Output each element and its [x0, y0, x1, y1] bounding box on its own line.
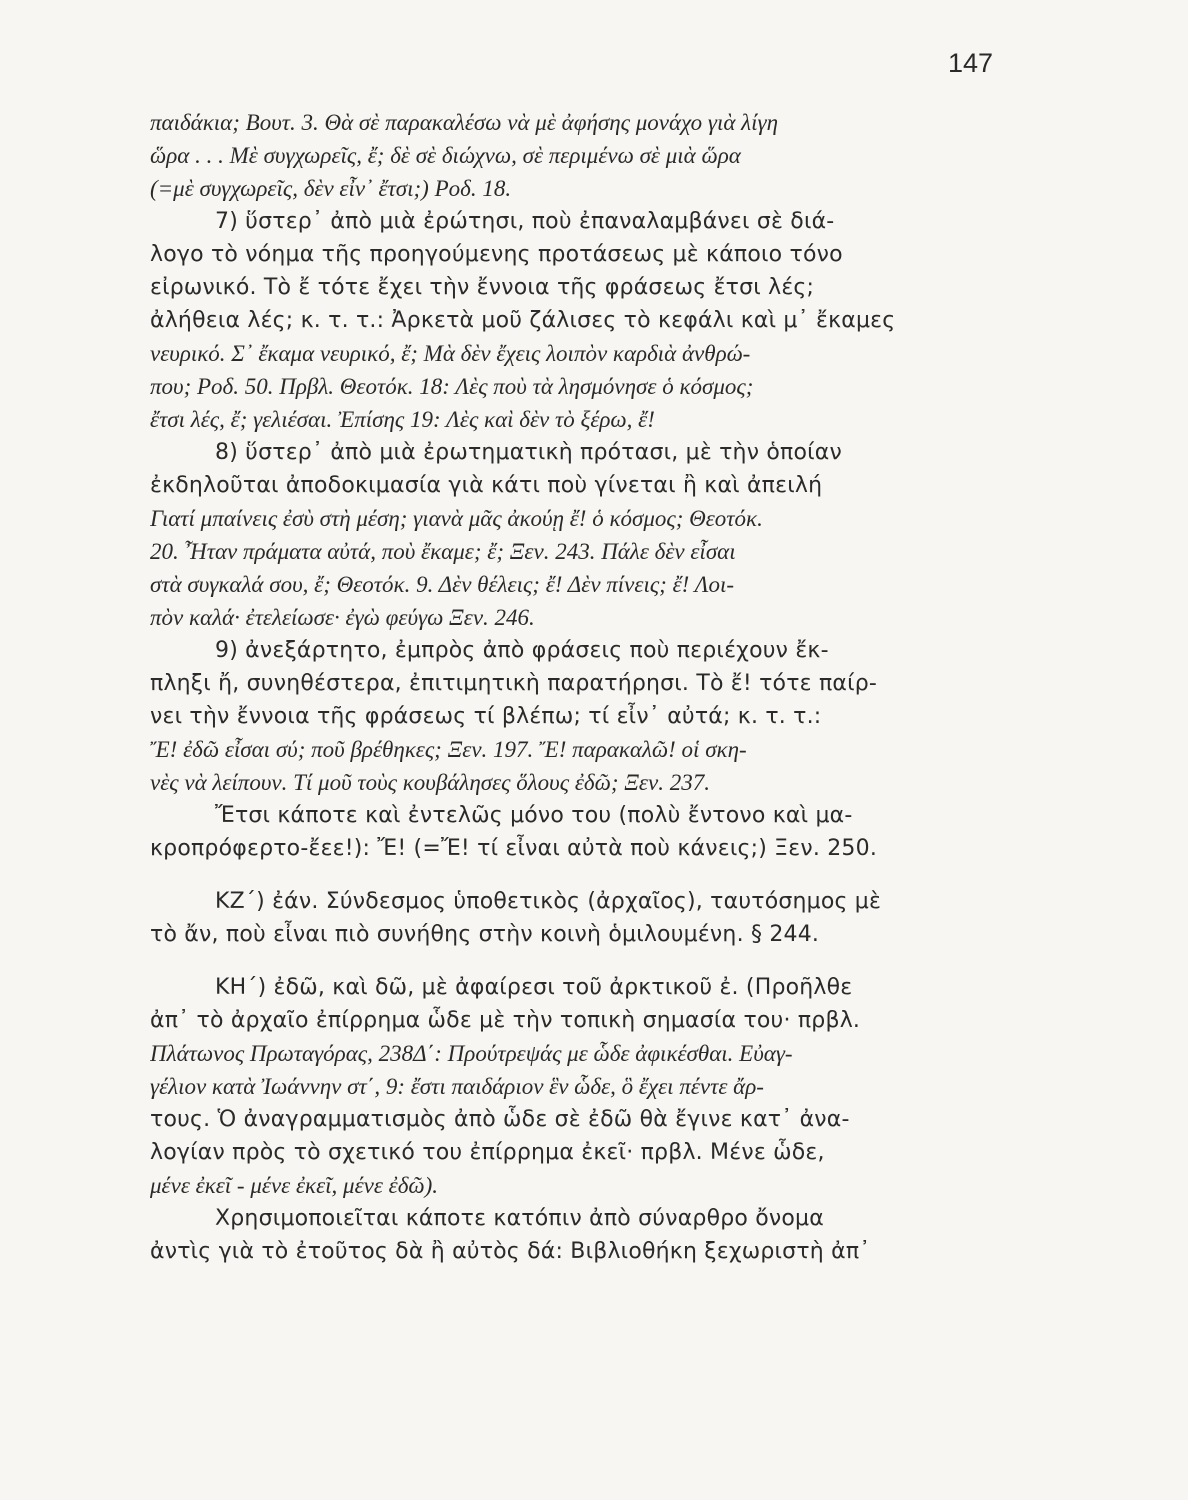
- text-line: ΚΗ΄) ἐδῶ, καὶ δῶ, μὲ ἀφαίρεσι τοῦ ἀρκτικοῦ ἐ. (Προῆλθε: [215, 975, 853, 1000]
- text-line: Ἔτσι κάποτε καὶ ἐντελῶς μόνο του (πολὺ ἔντονο καὶ μα-: [215, 803, 853, 828]
- text-line: ἀντὶς γιὰ τὸ ἐτοῦτος δὰ ἢ αὐτὸς δά: Βιβλιοθήκη ξεχωριστὴ ἀπ᾿: [150, 1239, 871, 1264]
- text-line: Πλάτωνος Πρωταγόρας, 238Δ΄: Προύτρεψάς με ὧδε ἀφικέσθαι. Εὐαγ-: [150, 1041, 793, 1066]
- text-line: τους. Ὁ ἀναγραμματισμὸς ἀπὸ ὧδε σὲ ἐδῶ θὰ ἔγινε κατ᾿ ἀνα-: [150, 1107, 850, 1132]
- text-line: παιδάκια; Βουτ. 3. Θὰ σὲ παρακαλέσω νὰ μὲ ἀφήσης μονάχο γιὰ λίγη: [150, 110, 779, 135]
- text-line: 20. Ἦταν πράματα αὐτά, ποὺ ἔκαμε; ἔ; Ξεν. 243. Πάλε δὲν εἶσαι: [150, 539, 736, 564]
- text-line: γέλιον κατὰ Ἰωάννην στ΄, 9: ἔστι παιδάριον ἓν ὧδε, ὃ ἔχει πέντε ἄρ-: [150, 1074, 764, 1099]
- text-line: ἀπ᾿ τὸ ἀρχαῖο ἐπίρρημα ὧδε μὲ τὴν τοπικὴ σημασία του· πρβλ.: [150, 1008, 861, 1033]
- text-line: 9) ἀνεξάρτητο, ἐμπρὸς ἀπὸ φράσεις ποὺ περιέχουν ἔκ-: [215, 638, 829, 663]
- text-line: Γιατί μπαίνεις ἐσὺ στὴ μέση; γιανὰ μᾶς ἀκούῃ ἔ! ὁ κόσμος; Θεοτόκ.: [150, 506, 763, 531]
- text-line: ὥρα . . . Μὲ συγχωρεῖς, ἔ; δὲ σὲ διώχνω, σὲ περιμένω σὲ μιὰ ὥρα: [150, 143, 741, 168]
- text-line: ἀλήθεια λές; κ. τ. τ.: Ἀρκετὰ μοῦ ζάλισες τὸ κεφάλι καὶ μ᾿ ἔκαμες: [150, 308, 896, 333]
- text-line: λογίαν πρὸς τὸ σχετικό του ἐπίρρημα ἐκεῖ· πρβλ. Μένε ὧδε,: [150, 1140, 825, 1165]
- text-line: μένε ἐκεῖ - μένε ἐκεῖ, μένε ἐδῶ).: [150, 1173, 439, 1198]
- text-line: πὸν καλά· ἐτελείωσε· ἐγὼ φεύγω Ξεν. 246.: [150, 605, 535, 630]
- text-line: 8) ὕστερ᾿ ἀπὸ μιὰ ἐρωτηματικὴ πρότασι, μὲ τὴν ὁποίαν: [215, 440, 842, 465]
- text-line: ΚΖ΄) ἐάν. Σύνδεσμος ὑποθετικὸς (ἀρχαῖος), ταυτόσημος μὲ: [215, 889, 882, 914]
- text-line: τὸ ἄν, ποὺ εἶναι πιὸ συνήθης στὴν κοινὴ ὁμιλουμένη. § 244.: [150, 922, 820, 947]
- text-line: 7) ὕστερ᾿ ἀπὸ μιὰ ἐρώτησι, ποὺ ἐπαναλαμβάνει σὲ διά-: [215, 209, 835, 234]
- text-line: Ἔ! ἐδῶ εἶσαι σύ; ποῦ βρέθηκες; Ξεν. 197. Ἔ! παρακαλῶ! οἱ σκη-: [150, 737, 747, 762]
- text-line: ἐκδηλοῦται ἀποδοκιμασία γιὰ κάτι ποὺ γίνεται ἢ καὶ ἀπειλή: [150, 473, 823, 498]
- paragraph-gap: [150, 865, 1008, 885]
- text-line: νὲς νὰ λείπουν. Τί μοῦ τοὺς κουβάλησες ὅλους ἐδῶ; Ξεν. 237.: [150, 770, 710, 795]
- text-line: λογο τὸ νόημα τῆς προηγούμενης προτάσεως μὲ κάποιο τόνο: [150, 242, 843, 267]
- text-line: που; Ροδ. 50. Πρβλ. Θεοτόκ. 18: Λὲς ποὺ τὰ λησμόνησε ὁ κόσμος;: [150, 374, 754, 399]
- page-number: 147: [948, 48, 994, 78]
- text-line: κροπρόφερτο-ἔεε!): Ἔ! (=Ἔ! τί εἶναι αὐτὰ ποὺ κάνεις;) Ξεν. 250.: [150, 836, 878, 861]
- text-body: [150, 106, 1008, 1268]
- text-line: νευρικό. Σ᾿ ἔκαμα νευρικό, ἔ; Μὰ δὲν ἔχεις λοιπὸν καρδιὰ ἀνθρώ-: [150, 341, 751, 366]
- text-line: πληξι ἤ, συνηθέστερα, ἐπιτιμητικὴ παρατήρησι. Τὸ ἔ! τότε παίρ-: [150, 671, 878, 696]
- paragraph-gap: [150, 951, 1008, 971]
- text-line: νει τὴν ἔννοια τῆς φράσεως τί βλέπω; τί εἶν᾿ αὐτά; κ. τ. τ.:: [150, 704, 822, 729]
- text-line: εἰρωνικό. Τὸ ἔ τότε ἔχει τὴν ἔννοια τῆς φράσεως ἔτσι λές;: [150, 275, 815, 300]
- text-line: (=μὲ συγχωρεῖς, δὲν εἶν᾿ ἔτσι;) Ροδ. 18.: [150, 176, 512, 201]
- text-line: στὰ συγκαλά σου, ἔ; Θεοτόκ. 9. Δὲν θέλεις; ἔ! Δὲν πίνεις; ἔ! Λοι-: [150, 572, 735, 597]
- text-line: ἔτσι λές, ἔ; γελιέσαι. Ἐπίσης 19: Λὲς καὶ δὲν τὸ ξέρω, ἔ!: [150, 407, 655, 432]
- text-line: Χρησιμοποιεῖται κάποτε κατόπιν ἀπὸ σύναρθρο ὄνομα: [215, 1206, 824, 1231]
